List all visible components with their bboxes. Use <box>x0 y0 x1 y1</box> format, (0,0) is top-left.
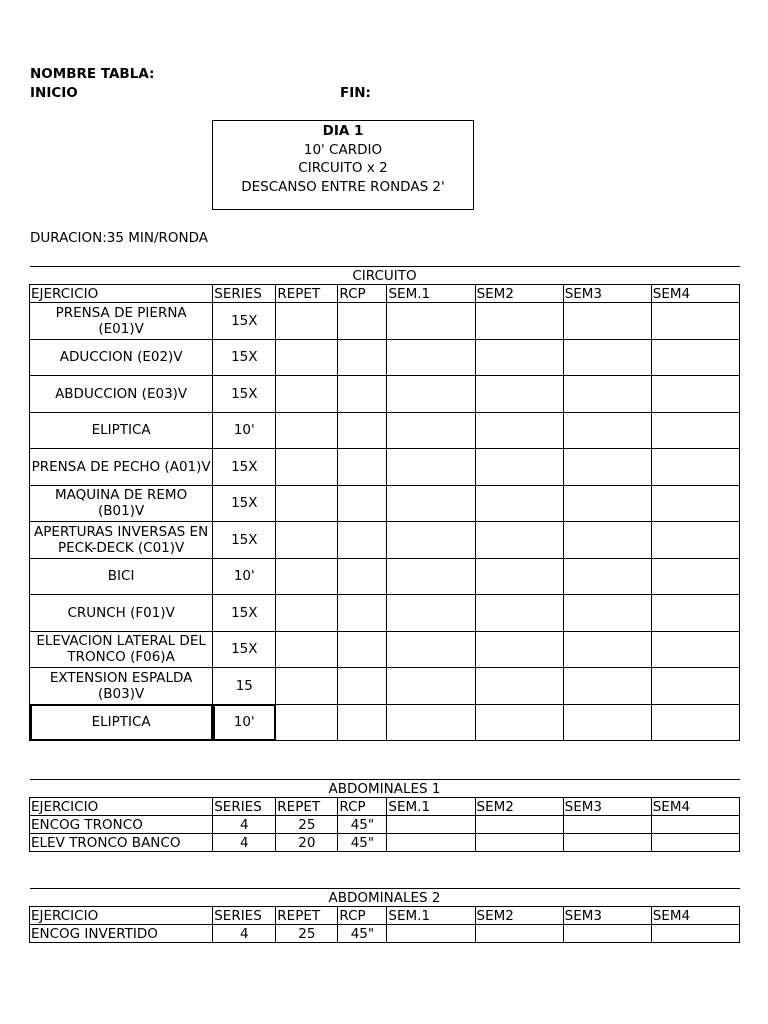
sem1-cell <box>387 412 475 449</box>
ejercicio-cell: ENCOG TRONCO <box>30 816 213 834</box>
rcp-cell <box>338 595 387 632</box>
column-header: SEM.1 <box>387 285 475 303</box>
column-header: SEM4 <box>651 285 739 303</box>
series-cell: 10' <box>213 558 276 595</box>
ejercicio-cell: ADUCCION (E02)V <box>30 339 213 376</box>
abdominales-2-table <box>29 888 740 943</box>
column-header: SEM.1 <box>387 907 475 925</box>
table-row <box>30 925 740 943</box>
rcp-cell <box>338 303 387 340</box>
repet-cell: 25 <box>276 925 338 943</box>
table-row <box>30 704 740 741</box>
series-cell: 4 <box>213 925 276 943</box>
series-cell: 10' <box>213 704 276 741</box>
column-header: SEM2 <box>475 907 563 925</box>
series-cell: 15X <box>213 522 276 559</box>
table-title: CIRCUITO <box>30 267 740 285</box>
sem4-cell <box>651 449 739 486</box>
day-circuit: CIRCUITO x 2 <box>298 160 388 176</box>
ejercicio-cell: ENCOG INVERTIDO <box>30 925 213 943</box>
ejercicio-cell: APERTURAS INVERSAS EN PECK-DECK (C01)V <box>30 522 213 559</box>
sem3-cell <box>563 303 651 340</box>
inicio-label: INICIO <box>30 85 78 101</box>
ejercicio-cell: PRENSA DE PECHO (A01)V <box>30 449 213 486</box>
sem3-cell <box>563 668 651 705</box>
day-title: DIA 1 <box>322 123 364 139</box>
repet-cell <box>276 485 338 522</box>
repet-cell <box>276 339 338 376</box>
sem4-cell <box>651 595 739 632</box>
series-cell: 15X <box>213 339 276 376</box>
sem1-cell <box>387 631 475 668</box>
series-cell: 15X <box>213 449 276 486</box>
sem2-cell <box>475 668 563 705</box>
series-cell: 15X <box>213 631 276 668</box>
repet-cell <box>276 449 338 486</box>
table-header-row <box>30 285 740 303</box>
sem2-cell <box>475 522 563 559</box>
series-cell: 15 <box>213 668 276 705</box>
column-header: SEM3 <box>563 798 651 816</box>
ejercicio-cell: ELEVACION LATERAL DEL TRONCO (F06)A <box>30 631 213 668</box>
ejercicio-cell: MAQUINA DE REMO (B01)V <box>30 485 213 522</box>
table-title: ABDOMINALES 1 <box>30 780 740 798</box>
table-row <box>30 485 740 522</box>
rcp-cell <box>338 704 387 741</box>
repet-cell <box>276 412 338 449</box>
repet-cell <box>276 376 338 413</box>
ejercicio-cell: ELIPTICA <box>30 412 213 449</box>
sem4-cell <box>651 339 739 376</box>
sem2-cell <box>475 834 563 852</box>
sem1-cell <box>387 595 475 632</box>
repet-cell <box>276 704 338 741</box>
column-header: SERIES <box>213 907 276 925</box>
repet-cell <box>276 668 338 705</box>
column-header: SEM2 <box>475 798 563 816</box>
sem1-cell <box>387 449 475 486</box>
table-title-row <box>30 267 740 285</box>
sem1-cell <box>387 834 475 852</box>
table-row <box>30 558 740 595</box>
series-cell: 4 <box>213 834 276 852</box>
day-rest: DESCANSO ENTRE RONDAS 2' <box>241 178 445 195</box>
fin-label: FIN: <box>340 85 371 101</box>
sem3-cell <box>563 339 651 376</box>
rcp-cell <box>338 339 387 376</box>
rcp-cell: 45" <box>338 816 387 834</box>
sem4-cell <box>651 704 739 741</box>
sem4-cell <box>651 485 739 522</box>
sem2-cell <box>475 485 563 522</box>
sem3-cell <box>563 834 651 852</box>
sem4-cell <box>651 412 739 449</box>
rcp-cell <box>338 522 387 559</box>
sem3-cell <box>563 485 651 522</box>
abdominales-1-table <box>29 779 740 852</box>
sem4-cell <box>651 631 739 668</box>
sem3-cell <box>563 631 651 668</box>
sem1-cell <box>387 704 475 741</box>
repet-cell: 25 <box>276 816 338 834</box>
sem3-cell <box>563 558 651 595</box>
repet-cell <box>276 631 338 668</box>
table-row <box>30 376 740 413</box>
table-row <box>30 631 740 668</box>
sem2-cell <box>475 303 563 340</box>
circuito-table <box>29 266 740 741</box>
sem3-cell <box>563 925 651 943</box>
table-row <box>30 522 740 559</box>
sem1-cell <box>387 668 475 705</box>
table-row <box>30 339 740 376</box>
ejercicio-cell: EXTENSION ESPALDA (B03)V <box>30 668 213 705</box>
column-header: REPET <box>276 907 338 925</box>
table-header-row <box>30 798 740 816</box>
day-cardio: 10' CARDIO <box>303 141 383 158</box>
sem2-cell <box>475 631 563 668</box>
rcp-cell <box>338 485 387 522</box>
sem4-cell <box>651 925 739 943</box>
column-header: EJERCICIO <box>30 798 213 816</box>
repet-cell: 20 <box>276 834 338 852</box>
series-cell: 15X <box>213 595 276 632</box>
series-cell: 15X <box>213 376 276 413</box>
sem2-cell <box>475 704 563 741</box>
sem2-cell <box>475 449 563 486</box>
sem4-cell <box>651 558 739 595</box>
column-header: SEM3 <box>563 907 651 925</box>
table-row <box>30 412 740 449</box>
table-row <box>30 449 740 486</box>
column-header: SEM3 <box>563 285 651 303</box>
nombre-tabla-label: NOMBRE TABLA: <box>30 66 155 82</box>
repet-cell <box>276 558 338 595</box>
sem4-cell <box>651 376 739 413</box>
sem3-cell <box>563 595 651 632</box>
sem3-cell <box>563 522 651 559</box>
sem3-cell <box>563 704 651 741</box>
rcp-cell <box>338 668 387 705</box>
sem3-cell <box>563 376 651 413</box>
ejercicio-cell: PRENSA DE PIERNA (E01)V <box>30 303 213 340</box>
series-cell: 10' <box>213 412 276 449</box>
sem1-cell <box>387 558 475 595</box>
table-title-row <box>30 780 740 798</box>
sem3-cell <box>563 816 651 834</box>
sem4-cell <box>651 834 739 852</box>
column-header: RCP <box>338 285 387 303</box>
table-row <box>30 816 740 834</box>
sem1-cell <box>387 522 475 559</box>
sem3-cell <box>563 449 651 486</box>
column-header: EJERCICIO <box>30 285 213 303</box>
sem2-cell <box>475 412 563 449</box>
ejercicio-cell: ELEV TRONCO BANCO <box>30 834 213 852</box>
sem1-cell <box>387 925 475 943</box>
sem2-cell <box>475 925 563 943</box>
rcp-cell <box>338 558 387 595</box>
column-header: SEM4 <box>651 798 739 816</box>
column-header: SERIES <box>213 798 276 816</box>
rcp-cell <box>338 376 387 413</box>
ejercicio-cell: ABDUCCION (E03)V <box>30 376 213 413</box>
column-header: SERIES <box>213 285 276 303</box>
series-cell: 15X <box>213 485 276 522</box>
column-header: RCP <box>338 798 387 816</box>
sem1-cell <box>387 376 475 413</box>
sem2-cell <box>475 595 563 632</box>
table-row <box>30 834 740 852</box>
rcp-cell <box>338 412 387 449</box>
table-row <box>30 303 740 340</box>
sem2-cell <box>475 558 563 595</box>
column-header: EJERCICIO <box>30 907 213 925</box>
ejercicio-cell: CRUNCH (F01)V <box>30 595 213 632</box>
repet-cell <box>276 522 338 559</box>
sem2-cell <box>475 376 563 413</box>
duracion-text: DURACION:35 MIN/RONDA <box>30 230 209 246</box>
repet-cell <box>276 595 338 632</box>
sem4-cell <box>651 303 739 340</box>
table-row <box>30 595 740 632</box>
series-cell: 4 <box>213 816 276 834</box>
sem1-cell <box>387 303 475 340</box>
table-header-row <box>30 907 740 925</box>
ejercicio-cell: ELIPTICA <box>30 704 213 741</box>
column-header: SEM4 <box>651 907 739 925</box>
column-header: REPET <box>276 798 338 816</box>
sem4-cell <box>651 816 739 834</box>
sem4-cell <box>651 668 739 705</box>
table-title: ABDOMINALES 2 <box>30 889 740 907</box>
sem3-cell <box>563 412 651 449</box>
sem1-cell <box>387 485 475 522</box>
column-header: SEM.1 <box>387 798 475 816</box>
rcp-cell <box>338 449 387 486</box>
table-row <box>30 668 740 705</box>
repet-cell <box>276 303 338 340</box>
rcp-cell: 45" <box>338 834 387 852</box>
column-header: REPET <box>276 285 338 303</box>
rcp-cell <box>338 631 387 668</box>
sem2-cell <box>475 339 563 376</box>
column-header: SEM2 <box>475 285 563 303</box>
table-title-row <box>30 889 740 907</box>
ejercicio-cell: BICI <box>30 558 213 595</box>
sem2-cell <box>475 816 563 834</box>
series-cell: 15X <box>213 303 276 340</box>
rcp-cell: 45" <box>338 925 387 943</box>
sem4-cell <box>651 522 739 559</box>
sem1-cell <box>387 816 475 834</box>
column-header: RCP <box>338 907 387 925</box>
sem1-cell <box>387 339 475 376</box>
day-summary-box <box>212 120 474 210</box>
